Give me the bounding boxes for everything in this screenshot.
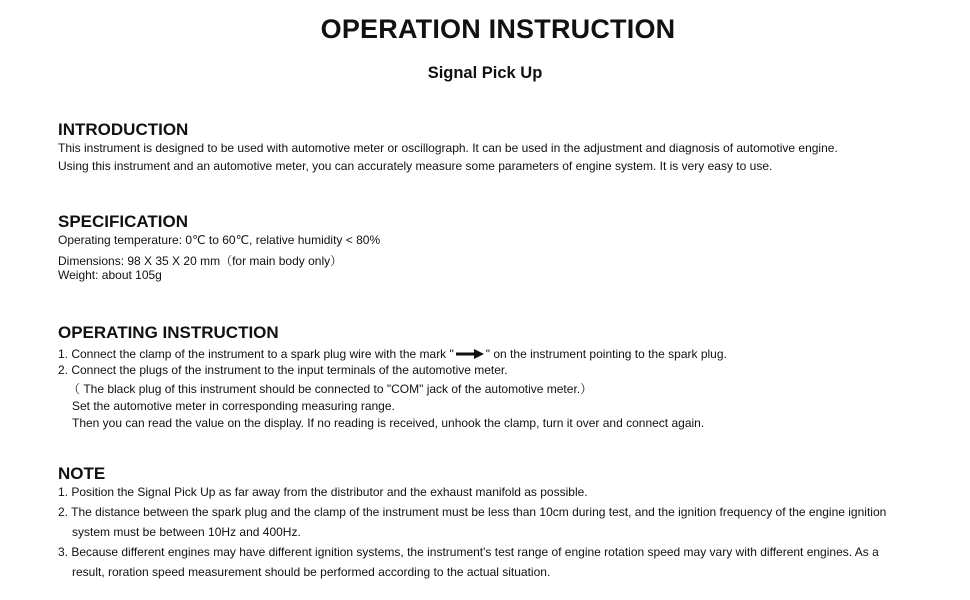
- operating-step-1-text: 1. Connect the clamp of the instrument to a spark plug wire with the mark ": [58, 347, 454, 361]
- note-item-3: 3. Because different engines may have different ignition systems, the instrument's test range of engine rotation speed may vary with different engines. As a: [58, 545, 879, 559]
- right-arrow-icon: [456, 348, 484, 362]
- operating-step-1: [58, 347, 727, 362]
- introduction-line: This instrument is designed to be used with automotive meter or oscillograph. It can be used in the adjustment and diagnosis of automotive engine.: [58, 141, 838, 155]
- operating-step-2: 2. Connect the plugs of the instrument to the input terminals of the automotive meter.: [58, 363, 508, 377]
- specification-heading: SPECIFICATION: [58, 212, 189, 231]
- operating-instruction-heading: OPERATING INSTRUCTION: [58, 323, 279, 342]
- spec-weight: Weight: about 105g: [58, 268, 162, 282]
- document-title: OPERATION INSTRUCTION: [320, 14, 676, 44]
- note-item-3-cont: result, roration speed measurement should be performed according to the actual situation.: [72, 565, 551, 579]
- document-subtitle: Signal Pick Up: [427, 64, 543, 82]
- note-heading: NOTE: [58, 464, 106, 483]
- note-item-2-cont: system must be between 10Hz and 400Hz.: [72, 525, 301, 539]
- operating-step-1-text-end: " on the instrument pointing to the spark plug.: [485, 347, 727, 361]
- operating-note-paren: （ The black plug of this instrument should be connected to "COM" jack of the automotive meter.）: [68, 382, 593, 396]
- note-item-1: 1. Position the Signal Pick Up as far away from the distributor and the exhaust manifold as possible.: [58, 485, 588, 499]
- operating-set-line: Set the automotive meter in corresponding measuring range.: [72, 399, 395, 413]
- note-item-2: 2. The distance between the spark plug and the clamp of the instrument must be less than 10cm during test, and the ignition frequency of the engine ignition: [58, 505, 887, 519]
- introduction-heading: INTRODUCTION: [58, 120, 189, 139]
- spec-temperature: Operating temperature: 0℃ to 60℃, relative humidity < 80%: [58, 233, 381, 247]
- introduction-line: Using this instrument and an automotive meter, you can accurately measure some parameters of engine system. It is very easy to use.: [58, 159, 773, 173]
- spec-dimensions: Dimensions: 98 X 35 X 20 mm（for main body only）: [58, 254, 343, 268]
- operating-then-line: Then you can read the value on the display. If no reading is received, unhook the clamp, turn it over and connect again.: [72, 416, 705, 430]
